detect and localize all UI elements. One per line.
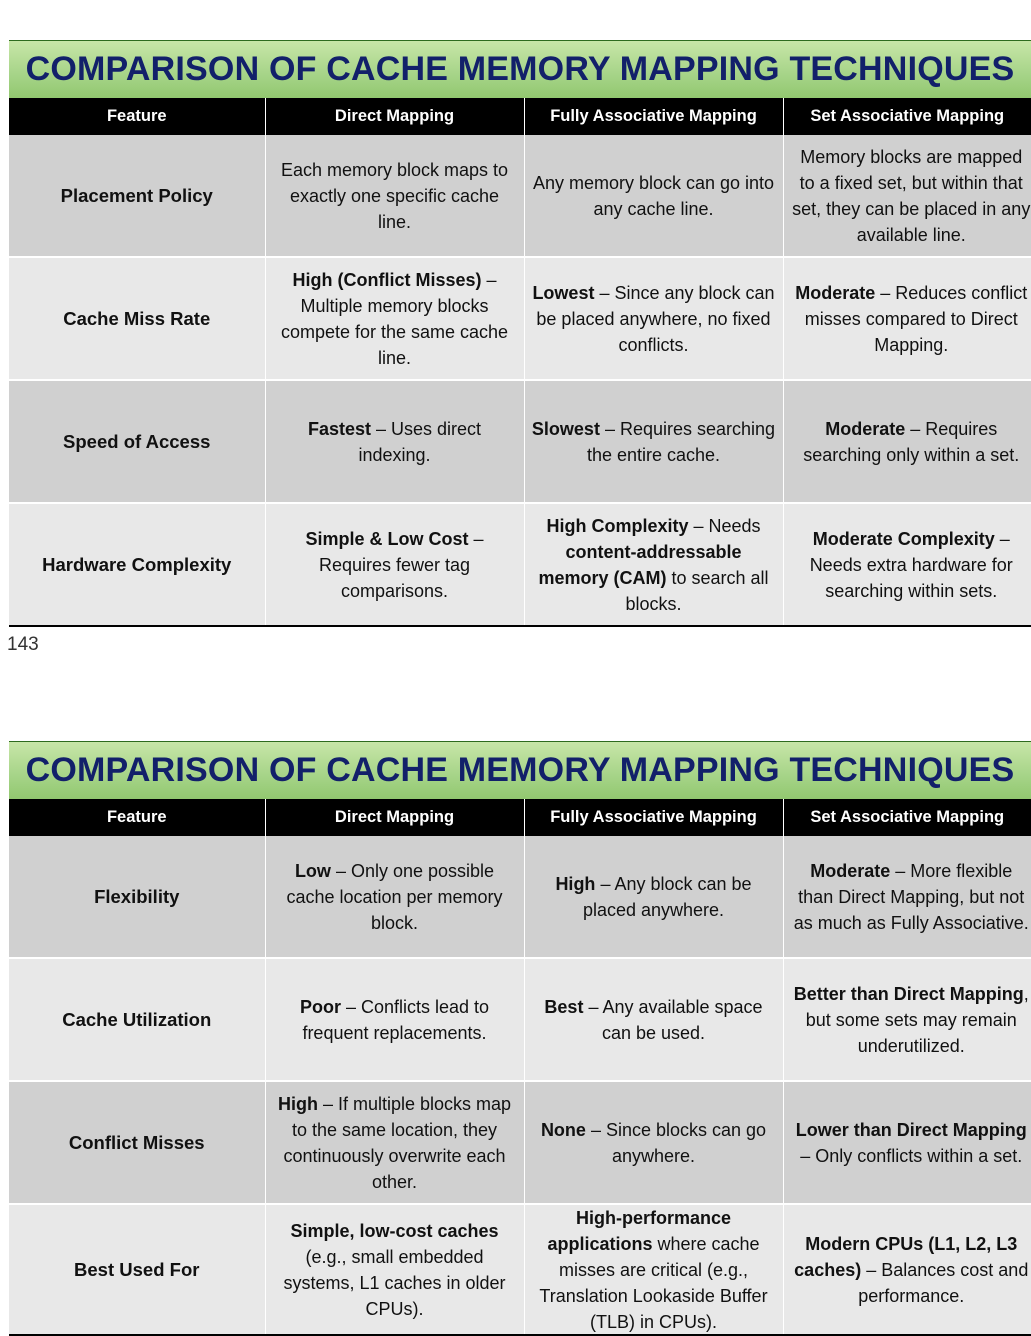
cell-text: – Needs extra hardware for searching within sets. xyxy=(809,528,1013,601)
cell-set xyxy=(783,257,1031,380)
cell-bold: Moderate xyxy=(810,860,891,881)
slide-title: COMPARISON OF CACHE MEMORY MAPPING TECHNIQUES xyxy=(9,40,1031,98)
cell-fully xyxy=(524,380,783,503)
cell-bold: Best xyxy=(544,996,584,1017)
cell-text: – Multiple memory blocks compete for the same cache line. xyxy=(280,269,509,368)
cell-set xyxy=(783,1204,1031,1336)
cell-bold: High (Conflict Misses) xyxy=(292,269,482,290)
cell-fully xyxy=(524,503,783,626)
cell-bold: Poor xyxy=(299,996,341,1017)
cell-text: – Any available space can be used. xyxy=(583,996,763,1043)
cell-fully xyxy=(524,1081,783,1204)
cell-fully xyxy=(524,1204,783,1336)
cell-bold: High xyxy=(277,1093,318,1114)
row-feature: Cache Miss Rate xyxy=(9,257,265,380)
cell-bold: Moderate Complexity xyxy=(812,528,995,549)
row-feature: Placement Policy xyxy=(9,135,265,257)
cell-fully xyxy=(524,135,783,257)
cell-text: – Conflicts lead to frequent replacements. xyxy=(302,996,490,1043)
cell-text: – Requires searching only within a set. xyxy=(803,418,1020,465)
cell-direct xyxy=(265,380,524,503)
cell-text: to search all blocks. xyxy=(625,567,769,614)
cell-text: – Balances cost and performance. xyxy=(858,1260,1029,1306)
header-fully-associative: Fully Associative Mapping xyxy=(524,98,783,135)
header-fully-associative: Fully Associative Mapping xyxy=(524,799,783,836)
table-row xyxy=(9,503,1031,626)
cell-bold: Lowest xyxy=(532,282,595,303)
cell-bold: Simple & Low Cost xyxy=(305,528,469,549)
cell-text: Memory blocks are mapped to a fixed set, but within that set, they can be placed in any available line. xyxy=(792,146,1031,245)
table-row xyxy=(9,1081,1031,1204)
cell-direct xyxy=(265,1081,524,1204)
cell-text: , but some sets may remain underutilized. xyxy=(805,983,1029,1056)
comparison-table xyxy=(9,799,1031,1336)
cell-bold: Modern CPUs (L1, L2, L3 caches) xyxy=(794,1234,1018,1280)
cell-bold: Better than Direct Mapping xyxy=(793,983,1024,1004)
cell-bold: High xyxy=(555,873,596,894)
cell-bold: None xyxy=(540,1119,586,1140)
cell-text: – Needs xyxy=(688,515,761,536)
cell-text: – Since blocks can go anywhere. xyxy=(585,1119,767,1166)
header-feature: Feature xyxy=(9,98,265,135)
cell-text: Each memory block maps to exactly one specific cache line. xyxy=(280,159,509,232)
cell-fully xyxy=(524,958,783,1081)
cell-bold: High-performance applications xyxy=(547,1208,732,1254)
cell-set xyxy=(783,836,1031,958)
cell-direct xyxy=(265,1204,524,1336)
header-set-associative: Set Associative Mapping xyxy=(783,799,1031,836)
cell-text: – Requires searching the entire cache. xyxy=(586,418,776,465)
cell-direct xyxy=(265,257,524,380)
cell-bold: content-addressable memory (CAM) xyxy=(538,541,742,588)
cell-text: – If multiple blocks map to the same location, they continuously overwrite each other. xyxy=(283,1093,512,1192)
cell-bold: Lower than Direct Mapping xyxy=(795,1119,1027,1140)
cell-text: (e.g., small embedded systems, L1 caches in older CPUs). xyxy=(283,1247,506,1319)
cell-set xyxy=(783,958,1031,1081)
header-set-associative: Set Associative Mapping xyxy=(783,98,1031,135)
cell-bold: Moderate xyxy=(795,282,876,303)
row-feature: Flexibility xyxy=(9,836,265,958)
cell-direct xyxy=(265,836,524,958)
cell-set xyxy=(783,1081,1031,1204)
cell-direct xyxy=(265,503,524,626)
cell-bold: Fastest xyxy=(307,418,371,439)
cell-direct xyxy=(265,135,524,257)
row-feature: Hardware Complexity xyxy=(9,503,265,626)
table-row xyxy=(9,1204,1031,1336)
header-direct-mapping: Direct Mapping xyxy=(265,98,524,135)
cell-text: – Uses direct indexing. xyxy=(358,418,482,465)
table-header-row xyxy=(9,799,1031,836)
cell-fully xyxy=(524,257,783,380)
cell-direct xyxy=(265,958,524,1081)
row-feature: Conflict Misses xyxy=(9,1081,265,1204)
comparison-table xyxy=(9,98,1031,627)
table-row xyxy=(9,958,1031,1081)
cell-text: – Only conflicts within a set. xyxy=(800,1145,1023,1166)
cell-set xyxy=(783,380,1031,503)
slide-bottom xyxy=(9,741,1031,1336)
table-row xyxy=(9,380,1031,503)
cell-text: Any memory block can go into any cache line. xyxy=(532,172,775,219)
table-row xyxy=(9,135,1031,257)
cell-text: – Any block can be placed anywhere. xyxy=(582,873,752,920)
cell-fully xyxy=(524,836,783,958)
cell-set xyxy=(783,135,1031,257)
header-feature: Feature xyxy=(9,799,265,836)
slide-title: COMPARISON OF CACHE MEMORY MAPPING TECHNIQUES xyxy=(9,741,1031,799)
slide-top xyxy=(9,40,1031,627)
cell-bold: Simple, low-cost caches xyxy=(290,1221,499,1241)
row-feature: Cache Utilization xyxy=(9,958,265,1081)
cell-text: – Reduces conflict misses compared to Direct Mapping. xyxy=(804,282,1028,355)
cell-text: – Only one possible cache location per memory block. xyxy=(286,860,503,933)
page-number: 143 xyxy=(7,634,39,655)
row-feature: Speed of Access xyxy=(9,380,265,503)
cell-bold: Slowest xyxy=(531,418,600,439)
cell-bold: Moderate xyxy=(825,418,906,439)
cell-text: – Requires fewer tag comparisons. xyxy=(318,528,484,601)
cell-text: – More flexible than Direct Mapping, but not as much as Fully Associative. xyxy=(793,860,1029,933)
cell-set xyxy=(783,503,1031,626)
table-header-row xyxy=(9,98,1031,135)
header-direct-mapping: Direct Mapping xyxy=(265,799,524,836)
row-feature: Best Used For xyxy=(9,1204,265,1336)
cell-text: – Since any block can be placed anywhere, no fixed conflicts. xyxy=(536,282,775,355)
table-row xyxy=(9,836,1031,958)
cell-bold: High Complexity xyxy=(546,515,689,536)
cell-text: where cache misses are critical (e.g., Translation Lookaside Buffer (TLB) in CPUs). xyxy=(539,1234,768,1332)
cell-bold: Low xyxy=(294,860,331,881)
table-row xyxy=(9,257,1031,380)
